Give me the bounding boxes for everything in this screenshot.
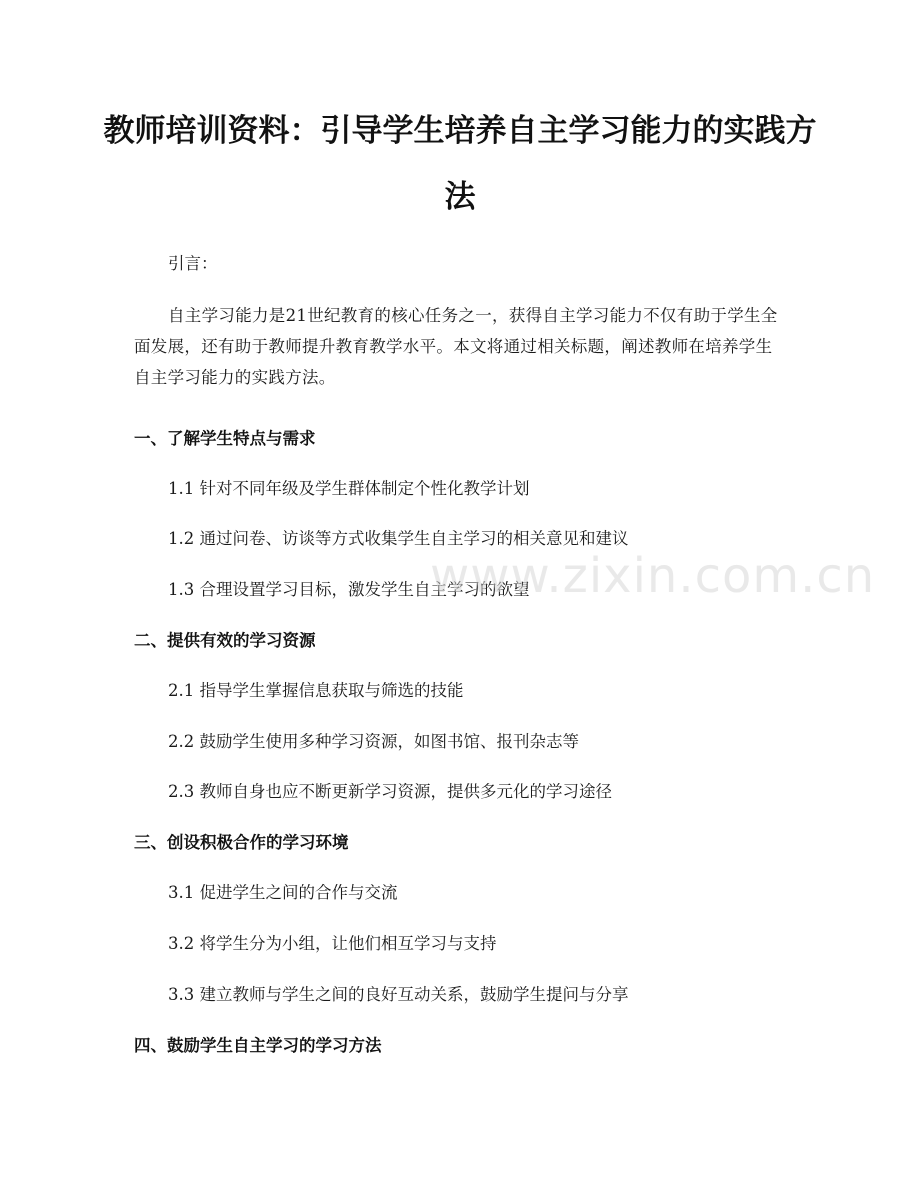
- section-1-item-1: 1.1 针对不同年级及学生群体制定个性化教学计划: [168, 479, 530, 498]
- section-3-item-3: 3.3 建立教师与学生之间的良好互动关系，鼓励学生提问与分享: [168, 985, 629, 1004]
- section-heading-2: 二、提供有效的学习资源: [134, 631, 316, 650]
- intro-paragraph: 自主学习能力是21世纪教育的核心任务之一，获得自主学习能力不仅有助于学生全面发展，还有助于教师提升教育教学水平。本文将通过相关标题，阐述教师在培养学生自主学习能力的实践方法。: [134, 306, 778, 387]
- section-1-item-2: 1.2 通过问卷、访谈等方式收集学生自主学习的相关意见和建议: [168, 529, 629, 548]
- section-2-item-2: 2.2 鼓励学生使用多种学习资源，如图书馆、报刊杂志等: [168, 732, 579, 751]
- section-3-item-2: 3.2 将学生分为小组，让他们相互学习与支持: [168, 934, 497, 953]
- section-2-item-3: 2.3 教师自身也应不断更新学习资源，提供多元化的学习途径: [168, 782, 612, 801]
- intro-label: 引言：: [168, 254, 218, 273]
- section-3-item-1: 3.1 促进学生之间的合作与交流: [168, 883, 398, 902]
- watermark: www.zixin.com.cn: [430, 548, 876, 604]
- section-heading-1: 一、了解学生特点与需求: [134, 429, 316, 448]
- section-2-item-1: 2.1 指导学生掌握信息获取与筛选的技能: [168, 681, 464, 700]
- document-title: 教师培训资料：引导学生培养自主学习能力的实践方法: [103, 113, 817, 215]
- section-1-item-3: 1.3 合理设置学习目标，激发学生自主学习的欲望: [168, 580, 530, 599]
- section-heading-4: 四、鼓励学生自主学习的学习方法: [134, 1036, 382, 1055]
- section-heading-3: 三、创设积极合作的学习环境: [134, 833, 349, 852]
